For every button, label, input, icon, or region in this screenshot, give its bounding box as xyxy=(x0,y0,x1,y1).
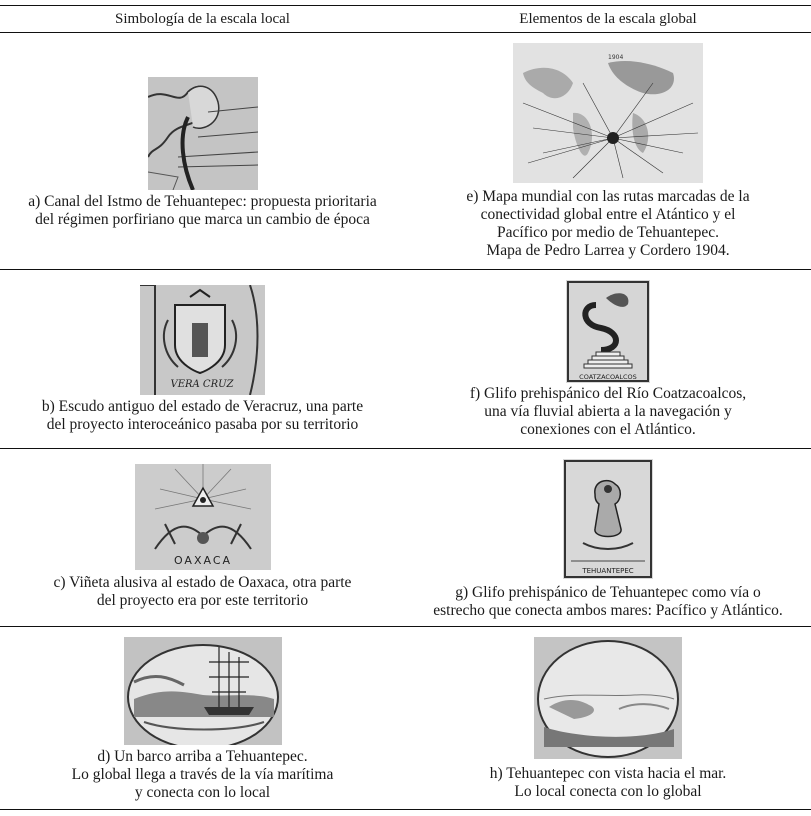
cell-e xyxy=(405,33,811,270)
tehuantepec-label: TEHUANTEPEC xyxy=(582,567,634,575)
cell-f xyxy=(405,270,811,449)
veracruz-label: VERA CRUZ xyxy=(170,379,234,390)
table-row xyxy=(0,33,811,270)
oaxaca-vignette-image xyxy=(135,464,271,570)
table-row xyxy=(0,449,811,627)
veracruz-coat-of-arms-image xyxy=(140,285,265,395)
comparison-table xyxy=(0,5,811,810)
sea-view-image xyxy=(534,637,682,759)
caption-g: g) Glifo prehispánico de Tehuantepec como vía o estrecho que conecta ambos mares: Pacífico y Atlántico. xyxy=(433,584,783,619)
coatzacoalcos-label: COATZACOALCOS xyxy=(579,373,637,381)
cell-c xyxy=(0,449,405,627)
coatzacoalcos-glyph-image xyxy=(566,280,650,383)
caption-c: c) Viñeta alusiva al estado de Oaxaca, otra parte del proyecto era por este territorio xyxy=(53,574,352,609)
map-year-label: 1904 xyxy=(608,54,624,61)
header-global: Elementos de la escala global xyxy=(405,6,811,33)
caption-h: h) Tehuantepec con vista hacia el mar. Lo local conecta con lo global xyxy=(489,765,727,800)
ship-arriving-image xyxy=(124,637,282,745)
tehuantepec-glyph-image xyxy=(563,459,653,579)
oaxaca-label: OAXACA xyxy=(173,554,232,567)
caption-d: d) Un barco arriba a Tehuantepec. Lo global llega a través de la vía marítima y conecta con lo local xyxy=(71,748,334,801)
header-local: Simbología de la escala local xyxy=(0,6,405,33)
cell-g xyxy=(405,449,811,627)
cell-h xyxy=(405,627,811,810)
canal-isthmus-map-image xyxy=(148,77,258,190)
cell-b xyxy=(0,270,405,449)
cell-d xyxy=(0,627,405,810)
table-row xyxy=(0,627,811,810)
table-row xyxy=(0,270,811,449)
caption-b: b) Escudo antiguo del estado de Veracruz, una parte del proyecto interoceánico pasaba por su territorio xyxy=(41,398,364,433)
caption-e: e) Mapa mundial con las rutas marcadas de la conectividad global entre el Atántico y el Pacífico por medio de Tehuantepec. Mapa de Pedro Larrea y Cordero 1904. xyxy=(466,188,750,259)
caption-a: a) Canal del Istmo de Tehuantepec: propuesta prioritaria del régimen porfiriano que marca un cambio de época xyxy=(28,193,377,228)
caption-f: f) Glifo prehispánico del Río Coatzacoalcos, una vía fluvial abierta a la navegación y conexiones con el Atlántico. xyxy=(469,385,747,438)
header-row xyxy=(0,6,811,33)
world-map-routes-image xyxy=(513,43,703,183)
cell-a xyxy=(0,33,405,270)
